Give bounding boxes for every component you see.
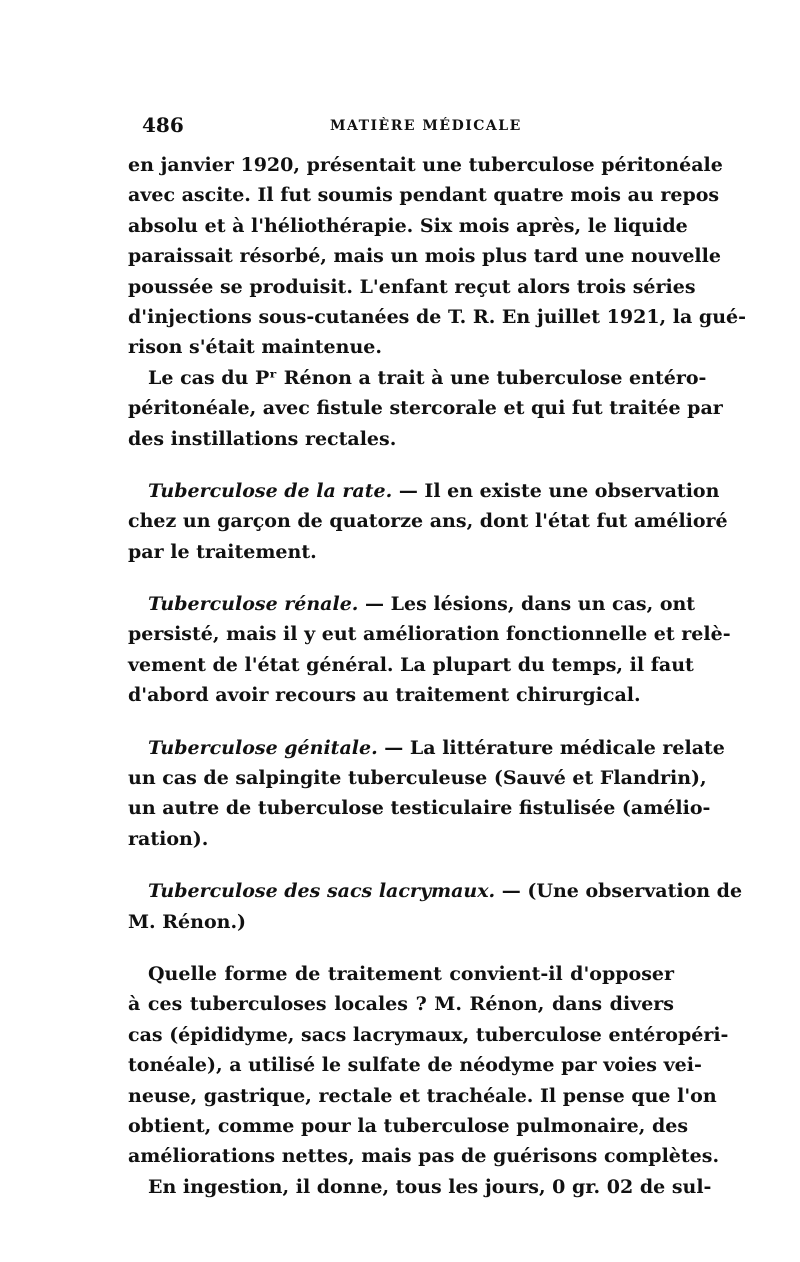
text-line (128, 476, 720, 506)
text-line: neuse, gastrique, rectale et trachéale. Il pense que l'on (128, 1084, 717, 1107)
text-line: persisté, mais il y eut amélioration fonctionnelle et relè- (128, 623, 731, 646)
section-renale (128, 589, 731, 711)
text-line: par le traitement. (128, 540, 317, 563)
section-rate (128, 476, 728, 567)
text-line: En ingestion, il donne, tous les jours, 0 gr. 02 de sul- (148, 1175, 712, 1198)
text-line: vement de l'état général. La plupart du temps, il faut (128, 653, 694, 676)
paragraph-ingestion (128, 1172, 712, 1202)
text-line: en janvier 1920, présentait une tuberculose péritonéale (128, 154, 723, 176)
text-line: à ces tuberculoses locales ? M. Rénon, dans divers (128, 993, 674, 1016)
text-line: ration). (128, 827, 209, 850)
section-title: Tuberculose génitale. (148, 736, 378, 759)
running-title: MATIÈRE MÉDICALE (330, 118, 522, 134)
text-line: cas (épididyme, sacs lacrymaux, tuberculose entéropéri- (128, 1023, 729, 1046)
text-line: des instillations rectales. (128, 427, 397, 450)
text-line: tonéale), a utilisé le sulfate de néodyme par voies vei- (128, 1054, 702, 1077)
text-line: poussée se produisit. L'enfant reçut alors trois séries (128, 275, 696, 298)
text-line: rison s'était maintenue. (128, 336, 382, 359)
text-line (128, 589, 696, 619)
section-text: — La littérature médicale relate (377, 736, 725, 759)
text-line: chez un garçon de quatorze ans, dont l'état fut amélioré (128, 510, 728, 533)
page-header (142, 113, 672, 139)
paragraph-continued (128, 150, 746, 363)
text-line: M. Rénon.) (128, 910, 247, 933)
text-line: améliorations nettes, mais pas de guérisons complètes. (128, 1145, 720, 1168)
text-line: un autre de tuberculose testiculaire fistulisée (amélio- (128, 797, 711, 820)
text-line: absolu et à l'héliothérapie. Six mois après, le liquide (128, 214, 688, 237)
paragraph-traitement (128, 959, 729, 1172)
section-text: — Les lésions, dans un cas, ont (358, 593, 696, 616)
text-line: péritonéale, avec fistule stercorale et qui fut traitée par (128, 397, 723, 420)
text-line: d'injections sous-cutanées de T. R. En juillet 1921, la gué- (128, 305, 746, 328)
text-line (128, 876, 743, 906)
section-title: Tuberculose des sacs lacrymaux. (148, 880, 496, 903)
section-title: Tuberculose rénale. (148, 593, 359, 616)
text-line (128, 733, 725, 763)
text-line: d'abord avoir recours au traitement chirurgical. (128, 684, 641, 707)
text-line: obtient, comme pour la tuberculose pulmonaire, des (128, 1114, 689, 1137)
paragraph-renon-case (128, 363, 723, 454)
section-sacs-lacrymaux (128, 876, 743, 937)
page-body (128, 150, 746, 1202)
section-title: Tuberculose de la rate. (148, 479, 393, 502)
page-number: 486 (142, 113, 184, 137)
text-line: un cas de salpingite tuberculeuse (Sauvé et Flandrin), (128, 767, 707, 790)
section-text: — Il en existe une observation (392, 479, 720, 502)
section-text: — (Une observation de (495, 880, 743, 903)
text-line: Le cas du Pʳ Rénon a trait à une tuberculose entéro- (148, 366, 707, 389)
text-line: paraissait résorbé, mais un mois plus tard une nouvelle (128, 245, 721, 268)
text-line: Quelle forme de traitement convient-il d'opposer (148, 962, 674, 985)
text-line: avec ascite. Il fut soumis pendant quatre mois au repos (128, 184, 720, 207)
section-genitale (128, 733, 725, 855)
